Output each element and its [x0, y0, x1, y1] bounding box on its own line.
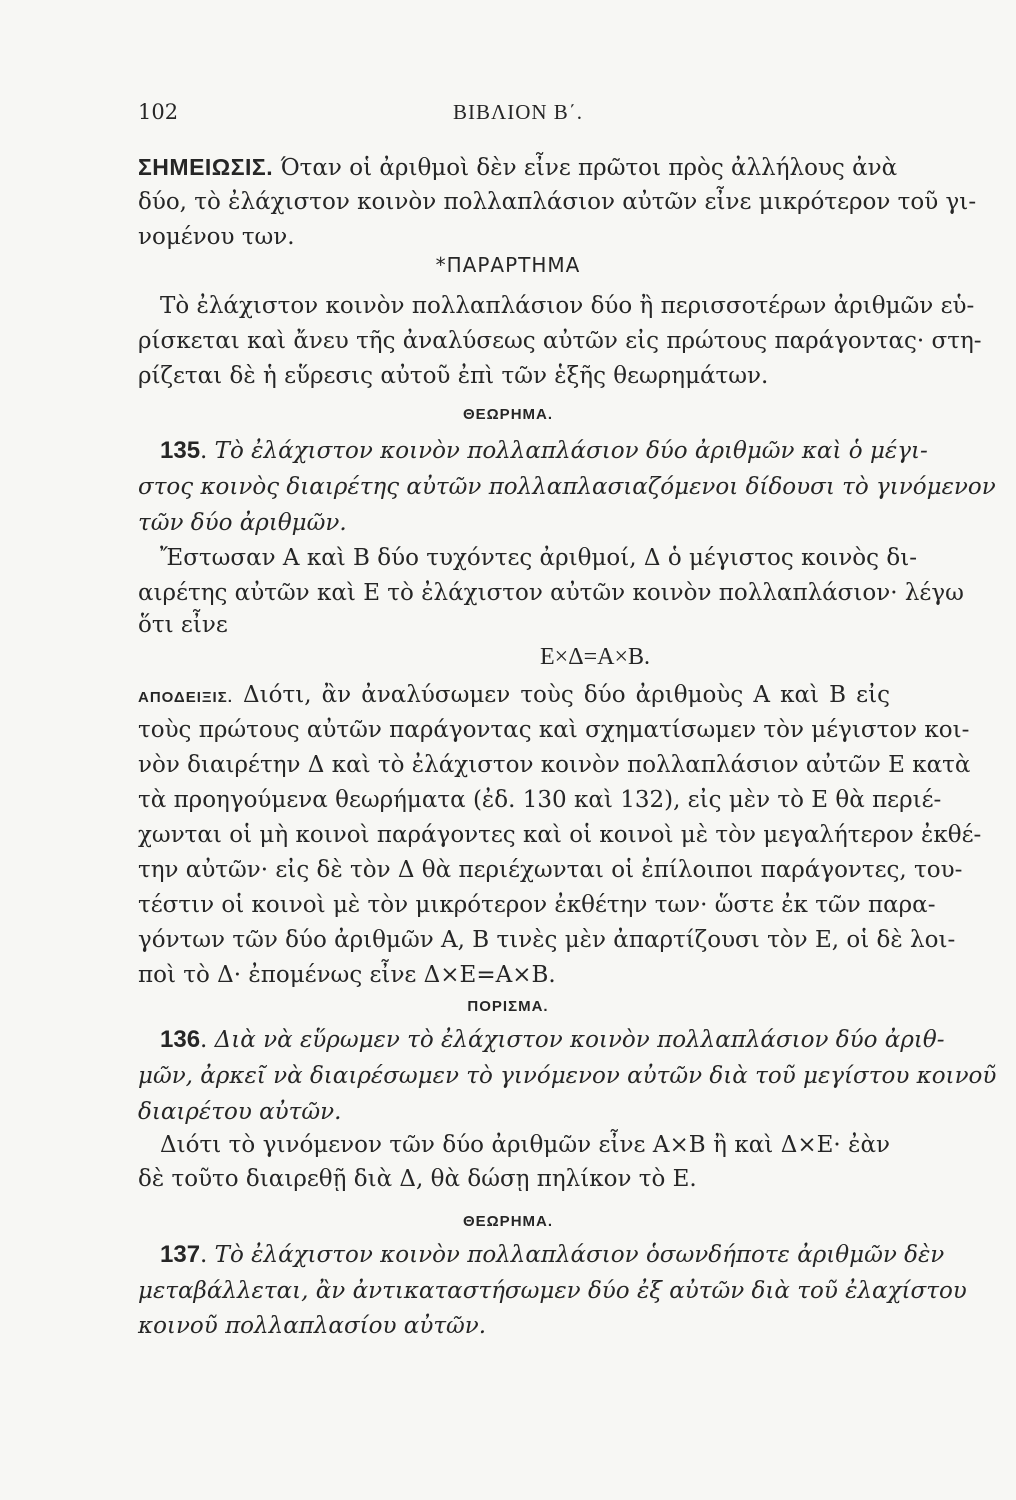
theorem-135-body-3: ὅτι εἶνε [138, 612, 228, 638]
appendix-line-1: Τὸ ἐλάχιστον κοινὸν πολλαπλάσιον δύο ἢ περισσοτέρων ἀριθμῶν εὑ- [160, 293, 975, 319]
proof-line-8: γόντων τῶν δύο ἀριθμῶν Α, Β τινὲς μὲν ἀπαρτίζουσι τὸν Ε, οἱ δὲ λοι- [138, 927, 956, 953]
theorem-135-statement-3: τῶν δύο ἀριθμῶν. [138, 510, 347, 536]
note-line-1 [138, 152, 898, 183]
note-label: ΣΗΜΕΙΩΣΙΣ. [138, 154, 274, 180]
note-text-1: Όταν οἱ ἀριθμοὶ δὲν εἶνε πρῶτοι πρὸς ἀλλήλους ἀνὰ [280, 155, 898, 181]
theorem-135-number: 135 [160, 437, 201, 464]
running-title: ΒΙΒΛΙΟΝ Β΄. [453, 100, 584, 124]
proof-line-5: χωνται οἱ μὴ κοινοὶ παράγοντες καὶ οἱ κοινοὶ μὲ τὸν μεγαλήτερον ἐκθέ- [138, 822, 982, 848]
proof-line-4: τὰ προηγούμενα θεωρήματα (ἐδ. 130 καὶ 132), εἰς μὲν τὸ Ε θὰ περιέ- [138, 787, 942, 813]
appendix-line-2: ρίσκεται καὶ ἄνευ τῆς ἀναλύσεως αὐτῶν εἰς πρώτους παράγοντας· στη- [138, 328, 982, 354]
corollary-136-body-2: δὲ τοῦτο διαιρεθῇ διὰ Δ, θὰ δώσῃ πηλίκον τὸ Ε. [138, 1166, 697, 1192]
theorem-135-body-1: Ἔστωσαν Α καὶ Β δύο τυχόντες ἀριθμοί, Δ ὁ μέγιστος κοινὸς δι- [160, 545, 917, 571]
theorem-135-formula: Ε×Δ=Α×Β. [540, 644, 651, 670]
proof-line-3: νὸν διαιρέτην Δ καὶ τὸ ἐλάχιστον κοινὸν πολλαπλάσιον αὐτῶν Ε κατὰ [138, 752, 971, 778]
corollary-136-statement-3: διαιρέτου αὐτῶν. [138, 1099, 342, 1125]
corollary-136-text-1: Διὰ νὰ εὕρωμεν τὸ ἐλάχιστον κοινὸν πολλαπλάσιον δύο ἀριθ- [214, 1027, 945, 1053]
note-line-3: νομένου των. [138, 224, 295, 250]
proof-line-7: τέστιν οἱ κοινοὶ μὲ τὸν μικρότερον ἐκθέτην των· ὥστε ἐκ τῶν παρα- [138, 892, 936, 918]
theorem-137-heading: ΘΕΩΡΗΜΑ. [462, 1213, 554, 1230]
theorem-135-heading: ΘΕΩΡΗΜΑ. [462, 406, 554, 423]
theorem-135-body-2: αιρέτης αὐτῶν καὶ Ε τὸ ἐλάχιστον αὐτῶν κοινὸν πολλαπλάσιον· λέγω [138, 580, 964, 606]
theorem-135-statement-2: στος κοινὸς διαιρέτης αὐτῶν πολλαπλασιαζόμενοι δίδουσι τὸ γινόμενον [138, 474, 996, 500]
proof-text-1: Διότι, ἂν ἀναλύσωμεν τοὺς δύο ἀριθμοὺς Α καὶ Β εἰς [243, 682, 890, 708]
corollary-136-heading: ΠΟΡΙΣΜΑ. [467, 998, 549, 1015]
corollary-136-number: 136 [160, 1026, 201, 1053]
theorem-137-statement-1: 137. Τὸ ἐλάχιστον κοινὸν πολλαπλάσιον ὁσωνδήποτε ἀριθμῶν δὲν [160, 1241, 945, 1268]
corollary-136-statement-2: μῶν, ἀρκεῖ νὰ διαιρέσωμεν τὸ γινόμενον αὐτῶν διὰ τοῦ μεγίστου κοινοῦ [138, 1063, 997, 1089]
proof-line-9: ποὶ τὸ Δ· ἐπομένως εἶνε Δ×Ε=Α×Β. [138, 962, 556, 988]
theorem-137-number: 137 [160, 1241, 201, 1268]
appendix-line-3: ρίζεται δὲ ἡ εὕρεσις αὐτοῦ ἐπὶ τῶν ἑξῆς θεωρημάτων. [138, 363, 769, 389]
proof-line-2: τοὺς πρώτους αὐτῶν παράγοντας καὶ σχηματίσωμεν τὸν μέγιστον κοι- [138, 717, 970, 743]
theorem-135-statement-1: 135. Τὸ ἐλάχιστον κοινὸν πολλαπλάσιον δύο ἀριθμῶν καὶ ὁ μέγι- [160, 437, 928, 464]
appendix-heading: *ΠΑΡΑΡΤΗΜΑ [435, 253, 581, 277]
note-line-2: δύο, τὸ ἐλάχιστον κοινὸν πολλαπλάσιον αὐτῶν εἶνε μικρότερον τοῦ γι- [138, 189, 977, 215]
proof-line-6: την αὐτῶν· εἰς δὲ τὸν Δ θὰ περιέχωνται οἱ ἐπίλοιποι παράγοντες, του- [138, 857, 963, 883]
page-number: 102 [138, 100, 179, 124]
theorem-135-text-1: Τὸ ἐλάχιστον κοινὸν πολλαπλάσιον δύο ἀριθμῶν καὶ ὁ μέγι- [214, 438, 928, 464]
corollary-136-statement-1: 136. Διὰ νὰ εὕρωμεν τὸ ἐλάχιστον κοινὸν πολλαπλάσιον δύο ἀριθ- [160, 1026, 945, 1053]
corollary-136-body-1: Διότι τὸ γινόμενον τῶν δύο ἀριθμῶν εἶνε Α×Β ἢ καὶ Δ×Ε· ἐὰν [160, 1132, 890, 1158]
proof-label: ΑΠΟΔΕΙΞΙΣ. [138, 689, 233, 706]
theorem-137-statement-2: μεταβάλλεται, ἂν ἀντικαταστήσωμεν δύο ἐξ αὐτῶν διὰ τοῦ ἐλαχίστου [138, 1278, 967, 1304]
theorem-137-statement-3: κοινοῦ πολλαπλασίου αὐτῶν. [138, 1313, 487, 1339]
proof-line-1 [138, 680, 890, 713]
theorem-137-text-1: Τὸ ἐλάχιστον κοινὸν πολλαπλάσιον ὁσωνδήποτε ἀριθμῶν δὲν [214, 1242, 945, 1268]
